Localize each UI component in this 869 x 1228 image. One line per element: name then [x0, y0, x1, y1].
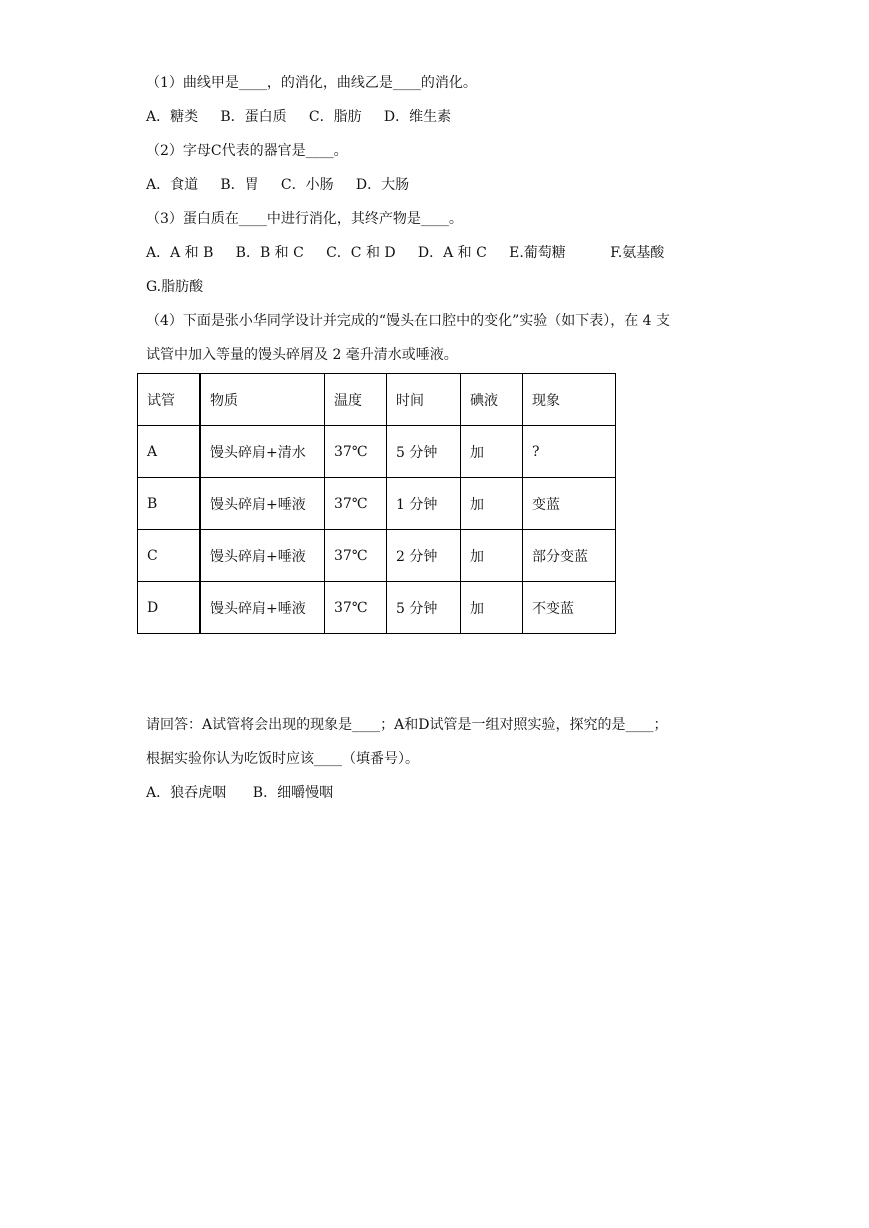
table-cell: 加 — [461, 582, 523, 634]
table-cell: 加 — [461, 426, 523, 478]
q2-options: A．食道 B．胃 C．小肠 D．大肠 — [146, 177, 410, 193]
table-cell: 加 — [461, 478, 523, 530]
q3-prompt: （3）蛋白质在____中进行消化，其终产物是____。 — [146, 211, 463, 227]
table-cell: A — [138, 426, 201, 478]
table-header-cell: 时间 — [387, 374, 461, 426]
q1-options: A．糖类 B．蛋白质 C．脂肪 D．维生素 — [146, 109, 452, 125]
q4-answer-line1: 请回答：A试管将会出现的现象是____；A和D试管是一组对照实验，探究的是____； — [146, 717, 668, 733]
table-row — [138, 530, 616, 582]
q3-options: A．A 和 B B．B 和 C C．C 和 D D．A 和 C E.葡萄糖 F.氨基酸 — [146, 245, 665, 261]
table-header-cell: 碘液 — [461, 374, 523, 426]
table-cell: ? — [523, 426, 616, 478]
table-cell: 馒头碎肩+唾液 — [200, 530, 325, 582]
table-cell: 37℃ — [325, 582, 387, 634]
table-header-cell: 温度 — [325, 374, 387, 426]
table-cell: 部分变蓝 — [523, 530, 616, 582]
table-header-row — [138, 374, 616, 426]
q4-prompt-line1: （4）下面是张小华同学设计并完成的“馒头在口腔中的变化”实验（如下表），在 4 支 — [146, 313, 671, 329]
table-cell: D — [138, 582, 201, 634]
table-row — [138, 478, 616, 530]
table-header-cell: 试管 — [138, 374, 201, 426]
experiment-table — [137, 373, 616, 634]
table-cell: 37℃ — [325, 426, 387, 478]
table-cell: 37℃ — [325, 530, 387, 582]
table-cell: 37℃ — [325, 478, 387, 530]
table-cell: 1 分钟 — [387, 478, 461, 530]
table-cell: 馒头碎肩+清水 — [200, 426, 325, 478]
q1-prompt: （1）曲线甲是____，的消化，曲线乙是____的消化。 — [146, 75, 477, 91]
table-header-cell: 现象 — [523, 374, 616, 426]
table-cell: 馒头碎肩+唾液 — [200, 582, 325, 634]
table-cell: 5 分钟 — [387, 426, 461, 478]
q2-prompt: （2）字母C代表的器官是____。 — [146, 143, 348, 159]
table-cell: 加 — [461, 530, 523, 582]
table-cell: 5 分钟 — [387, 582, 461, 634]
table-header-cell: 物质 — [200, 374, 325, 426]
table-cell: 2 分钟 — [387, 530, 461, 582]
table-row — [138, 426, 616, 478]
table-cell: 馒头碎肩+唾液 — [200, 478, 325, 530]
q3-options-continued: G.脂肪酸 — [146, 279, 204, 295]
q4-answer-line2: 根据实验你认为吃饭时应该____（填番号）。 — [146, 751, 419, 767]
table-cell: C — [138, 530, 201, 582]
q4-answer-options: A．狼吞虎咽 B．细嚼慢咽 — [146, 785, 334, 801]
table-cell: B — [138, 478, 201, 530]
table-row — [138, 582, 616, 634]
table-cell: 变蓝 — [523, 478, 616, 530]
table-cell: 不变蓝 — [523, 582, 616, 634]
q4-prompt-line2: 试管中加入等量的馒头碎屑及 2 毫升清水或唾液。 — [146, 347, 458, 363]
